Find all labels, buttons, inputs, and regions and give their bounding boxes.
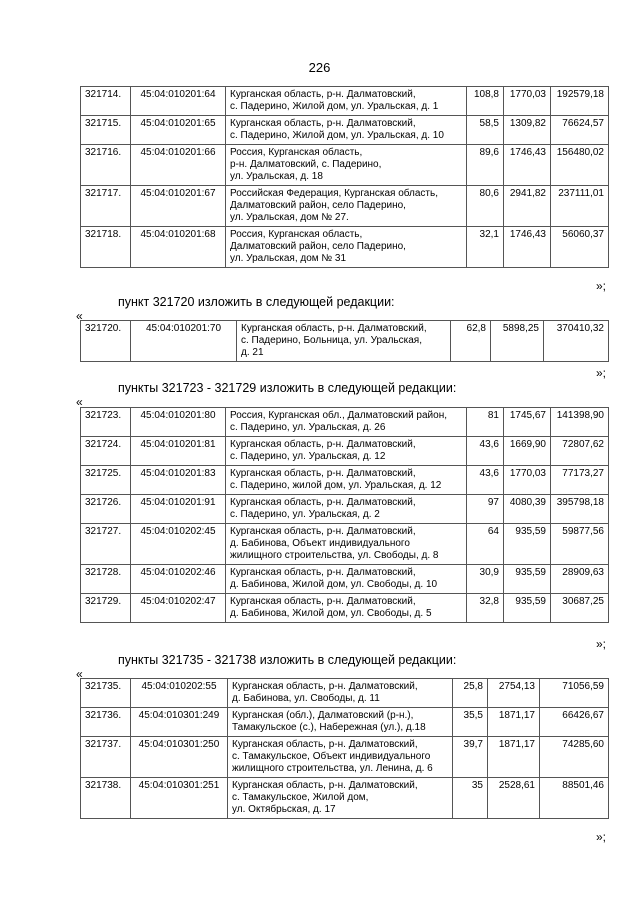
cadastral-number: 45:04:010201:67	[131, 186, 226, 227]
open-quote: «	[76, 667, 83, 681]
total-value: 28909,63	[551, 565, 609, 594]
table-row	[81, 87, 609, 116]
address: Курганская область, р-н. Далматовский, д. Бабинова, Жилой дом, ул. Свободы, д. 5	[226, 594, 467, 623]
section-heading: пункт 321720 изложить в следующей редакции:	[118, 295, 395, 309]
registry-table-2	[80, 320, 609, 362]
item-number: 321720.	[81, 321, 131, 362]
close-quote: »;	[596, 637, 607, 651]
cadastral-number: 45:04:010202:55	[131, 679, 228, 708]
address: Курганская область, р-н. Далматовский, д. Бабинова, Жилой дом, ул. Свободы, д. 10	[226, 565, 467, 594]
open-quote: «	[76, 395, 83, 409]
total-value: 370410,32	[544, 321, 609, 362]
cadastral-number: 45:04:010202:45	[131, 524, 226, 565]
table-row	[81, 437, 609, 466]
item-number: 321735.	[81, 679, 131, 708]
total-value: 71056,59	[540, 679, 609, 708]
cadastral-number: 45:04:010301:249	[131, 708, 228, 737]
area-value: 80,6	[467, 186, 504, 227]
address: Россия, Курганская область, р-н. Далматовский, с. Падерино, ул. Уральская, д. 18	[226, 145, 467, 186]
table-row	[81, 145, 609, 186]
section-heading: пункты 321723 - 321729 изложить в следующей редакции:	[118, 381, 457, 395]
unit-value: 935,59	[504, 565, 551, 594]
unit-value: 935,59	[504, 594, 551, 623]
address: Курганская область, р-н. Далматовский, с. Падерино, жилой дом, ул. Уральская, д. 12	[226, 466, 467, 495]
address: Курганская область, р-н. Далматовский, д. Бабинова, ул. Свободы, д. 11	[228, 679, 453, 708]
total-value: 74285,60	[540, 737, 609, 778]
total-value: 77173,27	[551, 466, 609, 495]
area-value: 97	[467, 495, 504, 524]
cadastral-number: 45:04:010201:65	[131, 116, 226, 145]
item-number: 321716.	[81, 145, 131, 186]
registry-table-4	[80, 678, 609, 819]
item-number: 321718.	[81, 227, 131, 268]
unit-value: 1746,43	[504, 145, 551, 186]
item-number: 321738.	[81, 778, 131, 819]
total-value: 237111,01	[551, 186, 609, 227]
address: Курганская область, р-н. Далматовский, д. Бабинова, Объект индивидуального жилищного строительства, ул. Свободы, д. 8	[226, 524, 467, 565]
item-number: 321728.	[81, 565, 131, 594]
total-value: 30687,25	[551, 594, 609, 623]
cadastral-number: 45:04:010301:250	[131, 737, 228, 778]
area-value: 81	[467, 408, 504, 437]
total-value: 156480,02	[551, 145, 609, 186]
area-value: 64	[467, 524, 504, 565]
area-value: 39,7	[453, 737, 488, 778]
unit-value: 1745,67	[504, 408, 551, 437]
area-value: 30,9	[467, 565, 504, 594]
unit-value: 1770,03	[504, 87, 551, 116]
registry-table-3	[80, 407, 609, 623]
item-number: 321727.	[81, 524, 131, 565]
item-number: 321737.	[81, 737, 131, 778]
table-row	[81, 679, 609, 708]
total-value: 59877,56	[551, 524, 609, 565]
total-value: 88501,46	[540, 778, 609, 819]
area-value: 89,6	[467, 145, 504, 186]
item-number: 321729.	[81, 594, 131, 623]
table-row	[81, 737, 609, 778]
address: Россия, Курганская обл., Далматовский район, с. Падерино, ул. Уральская, д. 26	[226, 408, 467, 437]
table-row	[81, 466, 609, 495]
unit-value: 1871,17	[488, 708, 540, 737]
unit-value: 1871,17	[488, 737, 540, 778]
cadastral-number: 45:04:010201:80	[131, 408, 226, 437]
table-row	[81, 524, 609, 565]
table-row	[81, 594, 609, 623]
table-row	[81, 321, 609, 362]
unit-value: 2754,13	[488, 679, 540, 708]
cadastral-number: 45:04:010201:68	[131, 227, 226, 268]
address: Курганская область, р-н. Далматовский, с. Падерино, Жилой дом, ул. Уральская, д. 1	[226, 87, 467, 116]
area-value: 25,8	[453, 679, 488, 708]
total-value: 56060,37	[551, 227, 609, 268]
area-value: 43,6	[467, 466, 504, 495]
total-value: 141398,90	[551, 408, 609, 437]
area-value: 108,8	[467, 87, 504, 116]
area-value: 58,5	[467, 116, 504, 145]
item-number: 321736.	[81, 708, 131, 737]
unit-value: 1770,03	[504, 466, 551, 495]
item-number: 321724.	[81, 437, 131, 466]
unit-value: 1309,82	[504, 116, 551, 145]
unit-value: 4080,39	[504, 495, 551, 524]
cadastral-number: 45:04:010201:83	[131, 466, 226, 495]
area-value: 62,8	[451, 321, 491, 362]
total-value: 395798,18	[551, 495, 609, 524]
address: Курганская область, р-н. Далматовский, с. Падерино, ул. Уральская, д. 12	[226, 437, 467, 466]
cadastral-number: 45:04:010201:66	[131, 145, 226, 186]
page-number: 226	[308, 60, 331, 75]
total-value: 192579,18	[551, 87, 609, 116]
table-row	[81, 227, 609, 268]
address: Курганская (обл.), Далматовский (р-н.), Тамакульское (с.), Набережная (ул.), д.18	[228, 708, 453, 737]
unit-value: 1746,43	[504, 227, 551, 268]
table-row	[81, 408, 609, 437]
area-value: 43,6	[467, 437, 504, 466]
close-quote: »;	[596, 366, 607, 380]
total-value: 66426,67	[540, 708, 609, 737]
address: Курганская область, р-н. Далматовский, с. Падерино, Больница, ул. Уральская, д. 21	[237, 321, 451, 362]
unit-value: 2941,82	[504, 186, 551, 227]
unit-value: 1669,90	[504, 437, 551, 466]
cadastral-number: 45:04:010201:81	[131, 437, 226, 466]
address: Курганская область, р-н. Далматовский, с. Тамакульское, Жилой дом, ул. Октябрьская, д. 17	[228, 778, 453, 819]
unit-value: 2528,61	[488, 778, 540, 819]
registry-table-1	[80, 86, 609, 268]
item-number: 321725.	[81, 466, 131, 495]
unit-value: 935,59	[504, 524, 551, 565]
address: Курганская область, р-н. Далматовский, с. Падерино, Жилой дом, ул. Уральская, д. 10	[226, 116, 467, 145]
unit-value: 5898,25	[491, 321, 544, 362]
address: Курганская область, р-н. Далматовский, с. Тамакульское, Объект индивидуального жилищного строительства, ул. Ленина, д. 6	[228, 737, 453, 778]
table-row	[81, 495, 609, 524]
item-number: 321717.	[81, 186, 131, 227]
area-value: 35,5	[453, 708, 488, 737]
table-row	[81, 708, 609, 737]
item-number: 321714.	[81, 87, 131, 116]
cadastral-number: 45:04:010201:64	[131, 87, 226, 116]
table-row	[81, 116, 609, 145]
table-row	[81, 186, 609, 227]
total-value: 72807,62	[551, 437, 609, 466]
address: Курганская область, р-н. Далматовский, с. Падерино, ул. Уральская, д. 2	[226, 495, 467, 524]
item-number: 321723.	[81, 408, 131, 437]
area-value: 32,8	[467, 594, 504, 623]
table-row	[81, 778, 609, 819]
cadastral-number: 45:04:010201:91	[131, 495, 226, 524]
table-row	[81, 565, 609, 594]
area-value: 32,1	[467, 227, 504, 268]
total-value: 76624,57	[551, 116, 609, 145]
cadastral-number: 45:04:010201:70	[131, 321, 237, 362]
cadastral-number: 45:04:010202:46	[131, 565, 226, 594]
address: Российская Федерация, Курганская область, Далматовский район, село Падерино, ул. Уральская, дом № 27.	[226, 186, 467, 227]
close-quote: »;	[596, 279, 607, 293]
cadastral-number: 45:04:010202:47	[131, 594, 226, 623]
item-number: 321726.	[81, 495, 131, 524]
section-heading: пункты 321735 - 321738 изложить в следующей редакции:	[118, 653, 457, 667]
area-value: 35	[453, 778, 488, 819]
open-quote: «	[76, 309, 83, 323]
item-number: 321715.	[81, 116, 131, 145]
close-quote: »;	[596, 830, 607, 844]
address: Россия, Курганская область, Далматовский район, село Падерино, ул. Уральская, дом № 31	[226, 227, 467, 268]
cadastral-number: 45:04:010301:251	[131, 778, 228, 819]
